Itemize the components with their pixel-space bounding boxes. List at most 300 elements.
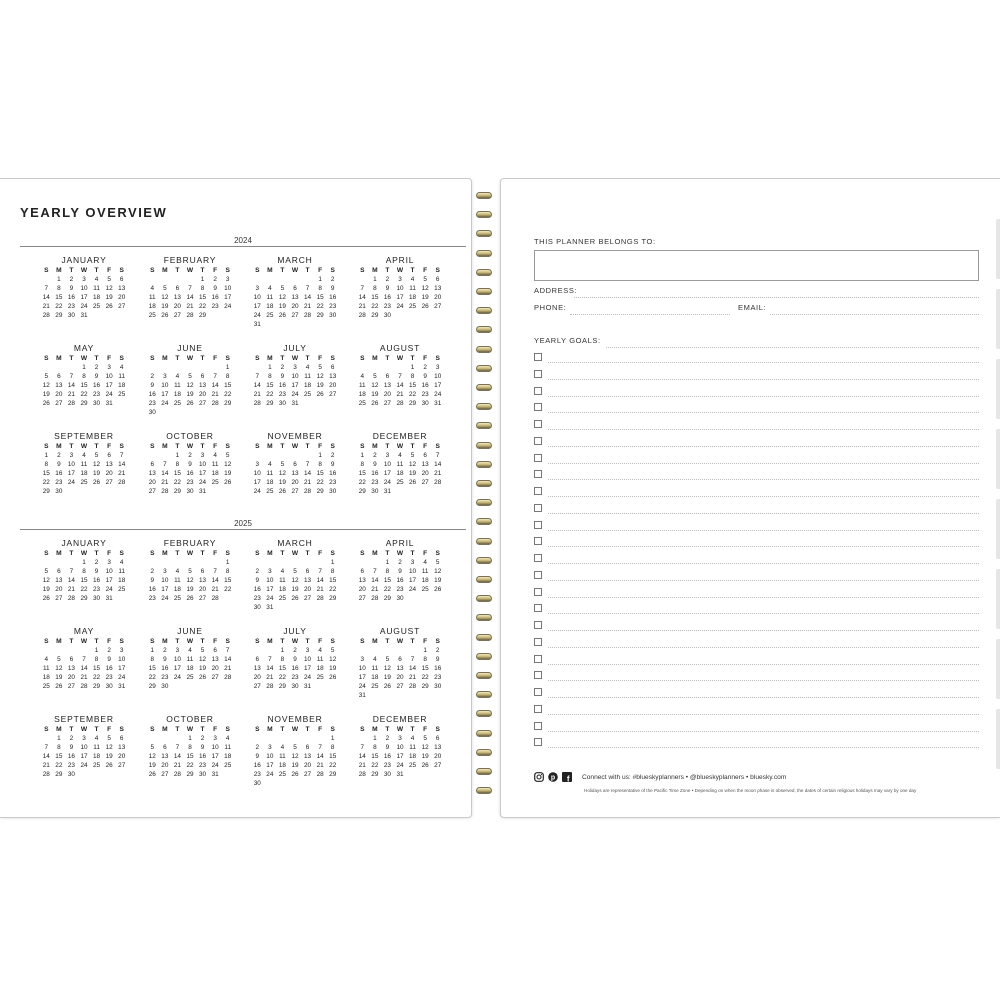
day-cell: 24 — [409, 586, 417, 593]
day-cell: 25 — [396, 479, 404, 486]
goal-line[interactable] — [548, 580, 979, 581]
day-header: T — [280, 443, 285, 450]
day-cell: 18 — [266, 303, 274, 310]
day-cell: 2 — [150, 568, 155, 575]
day-cell: 9 — [69, 744, 74, 751]
day-cell: 9 — [398, 568, 402, 575]
day-cell: 20 — [383, 391, 391, 398]
day-cell: 29 — [42, 488, 50, 495]
day-cell: 14 — [67, 382, 75, 389]
goal-checkbox[interactable] — [534, 420, 542, 428]
day-cell: 3 — [305, 647, 310, 654]
day-cell: 30 — [291, 683, 299, 690]
goal-checkbox[interactable] — [534, 671, 542, 679]
month-september — [40, 713, 128, 779]
goal-line[interactable] — [548, 731, 979, 732]
day-cell: 7 — [119, 452, 124, 459]
goal-line[interactable] — [548, 412, 979, 413]
month-grid — [146, 266, 234, 320]
day-header: S — [225, 638, 230, 645]
goal-checkbox[interactable] — [534, 487, 542, 495]
empty-cell — [251, 646, 264, 655]
day-cell: 17 — [161, 391, 169, 398]
address-line[interactable] — [574, 297, 979, 298]
day-cell: 8 — [82, 568, 86, 575]
day-cell: 19 — [224, 470, 232, 477]
goal-checkbox[interactable] — [534, 604, 542, 612]
day-cell: 23 — [383, 303, 391, 310]
day-cell: 23 — [67, 303, 75, 310]
goal-line[interactable] — [548, 597, 979, 598]
day-cell: 11 — [148, 294, 156, 301]
day-cell: 29 — [371, 771, 379, 778]
day-header: T — [200, 355, 205, 362]
day-cell: 9 — [200, 744, 205, 751]
day-cell: 11 — [174, 382, 181, 389]
day-cell: 6 — [398, 656, 402, 663]
day-cell: 31 — [105, 400, 113, 407]
day-cell: 2 — [163, 647, 167, 654]
day-header: M — [162, 638, 168, 645]
day-cell: 2 — [435, 647, 440, 654]
day-cell: 4 — [94, 276, 99, 283]
owner-name-field[interactable] — [534, 250, 979, 281]
day-cell: 2 — [385, 276, 390, 283]
day-cell: 28 — [173, 771, 181, 778]
day-cell: 22 — [55, 762, 63, 769]
day-header: S — [150, 443, 155, 450]
day-cell: 29 — [383, 595, 391, 602]
day-cell: 3 — [82, 735, 86, 742]
day-cell: 18 — [358, 391, 366, 398]
goal-checkbox[interactable] — [534, 588, 542, 596]
month-october — [146, 430, 234, 496]
day-cell: 25 — [371, 683, 379, 690]
day-cell: 9 — [330, 285, 335, 292]
day-cell: 18 — [266, 479, 274, 486]
day-cell: 1 — [385, 559, 390, 566]
day-header: F — [213, 550, 218, 557]
day-cell: 14 — [316, 753, 324, 760]
day-cell: 28 — [396, 400, 404, 407]
day-cell: 2 — [398, 559, 402, 566]
day-cell: 15 — [93, 665, 101, 672]
day-cell: 17 — [199, 470, 207, 477]
day-header: T — [200, 726, 205, 733]
day-cell: 6 — [200, 373, 205, 380]
day-header: S — [255, 267, 260, 274]
day-cell: 16 — [148, 391, 156, 398]
day-cell: 19 — [383, 674, 391, 681]
goal-line[interactable] — [548, 362, 979, 363]
day-cell: 14 — [211, 577, 219, 584]
day-cell: 27 — [329, 391, 337, 398]
day-cell: 16 — [383, 753, 391, 760]
day-cell: 25 — [409, 303, 417, 310]
day-cell: 4 — [175, 568, 180, 575]
empty-cell — [301, 734, 314, 743]
goal-line[interactable] — [548, 463, 979, 464]
day-cell: 10 — [291, 373, 299, 380]
day-cell: 28 — [80, 683, 88, 690]
coil-loop — [476, 442, 492, 449]
month-july — [251, 342, 339, 408]
day-header: T — [94, 355, 99, 362]
day-header: M — [372, 267, 378, 274]
day-header: S — [360, 550, 365, 557]
day-cell: 27 — [55, 400, 63, 407]
goal-row — [534, 367, 979, 383]
goal-checkbox[interactable] — [534, 705, 542, 713]
day-cell: 19 — [161, 303, 169, 310]
goal-checkbox[interactable] — [534, 722, 542, 730]
day-cell: 2 — [213, 276, 217, 283]
day-cell: 20 — [304, 762, 312, 769]
day-cell: 6 — [69, 656, 74, 663]
goal-line[interactable] — [548, 429, 979, 430]
goal-line[interactable] — [548, 664, 979, 665]
instagram-icon[interactable] — [534, 772, 544, 782]
goal-checkbox[interactable] — [534, 521, 542, 529]
day-cell: 28 — [316, 595, 324, 602]
day-cell: 13 — [199, 577, 207, 584]
day-cell: 15 — [329, 753, 337, 760]
day-cell: 12 — [278, 294, 286, 301]
day-cell: 14 — [409, 665, 417, 672]
goal-checkbox[interactable] — [534, 571, 542, 579]
day-cell: 22 — [316, 479, 324, 486]
day-cell: 24 — [224, 303, 232, 310]
goal-row — [534, 384, 979, 400]
day-cell: 28 — [224, 674, 232, 681]
day-cell: 21 — [186, 303, 194, 310]
page-title: YEARLY OVERVIEW — [20, 205, 168, 220]
coil-loop — [476, 499, 492, 506]
tab-edge — [996, 639, 1000, 699]
empty-cell — [53, 558, 66, 567]
day-cell: 1 — [225, 559, 230, 566]
day-cell: 2 — [280, 364, 285, 371]
day-cell: 15 — [329, 577, 337, 584]
year-label: 2025 — [230, 519, 256, 528]
day-cell: 7 — [398, 373, 402, 380]
email-line[interactable] — [770, 314, 979, 315]
empty-cell — [251, 451, 264, 460]
day-cell: 26 — [105, 303, 113, 310]
pinterest-icon[interactable] — [548, 772, 558, 782]
facebook-icon[interactable] — [562, 772, 572, 782]
day-cell: 3 — [225, 276, 230, 283]
day-header: T — [175, 267, 180, 274]
goal-line[interactable] — [548, 563, 979, 564]
goal-line[interactable] — [548, 697, 979, 698]
day-cell: 30 — [329, 312, 337, 319]
day-cell: 3 — [255, 461, 260, 468]
day-cell: 26 — [224, 479, 232, 486]
day-header: T — [69, 355, 74, 362]
day-cell: 4 — [318, 647, 322, 654]
day-cell: 4 — [410, 735, 415, 742]
day-cell: 14 — [316, 577, 324, 584]
day-header: T — [280, 355, 285, 362]
day-cell: 2 — [94, 559, 99, 566]
day-cell: 14 — [224, 656, 232, 663]
day-header: S — [330, 355, 335, 362]
goal-checkbox[interactable] — [534, 537, 542, 545]
day-header: T — [410, 726, 415, 733]
empty-cell — [146, 275, 159, 284]
day-cell: 13 — [105, 461, 113, 468]
day-cell: 14 — [396, 382, 404, 389]
day-cell: 30 — [396, 595, 404, 602]
day-cell: 10 — [173, 656, 181, 663]
day-cell: 2 — [385, 735, 390, 742]
day-header: T — [94, 267, 99, 274]
day-header: F — [423, 726, 428, 733]
day-cell: 20 — [211, 665, 219, 672]
goal-checkbox[interactable] — [534, 621, 542, 629]
day-cell: 21 — [266, 674, 274, 681]
goal-checkbox[interactable] — [534, 403, 542, 411]
day-header: M — [162, 267, 168, 274]
goal-line[interactable] — [548, 496, 979, 497]
month-name: APRIL — [385, 255, 415, 265]
day-cell: 8 — [150, 656, 155, 663]
day-cell: 15 — [371, 753, 379, 760]
day-cell: 18 — [371, 674, 379, 681]
day-cell: 19 — [421, 753, 429, 760]
day-header: T — [385, 355, 390, 362]
day-cell: 8 — [57, 744, 61, 751]
day-header: S — [44, 443, 49, 450]
day-cell: 29 — [80, 595, 88, 602]
empty-cell — [184, 558, 197, 567]
month-march — [251, 254, 339, 329]
phone-line[interactable] — [570, 314, 730, 315]
day-cell: 27 — [199, 595, 207, 602]
day-cell: 17 — [105, 382, 113, 389]
goal-line[interactable] — [548, 513, 979, 514]
day-header: W — [80, 443, 88, 450]
day-cell: 12 — [371, 382, 379, 389]
goal-checkbox[interactable] — [534, 638, 542, 646]
day-cell: 7 — [44, 744, 49, 751]
goal-line[interactable] — [548, 530, 979, 531]
day-cell: 6 — [150, 461, 155, 468]
day-header: W — [186, 443, 194, 450]
day-header: S — [119, 638, 124, 645]
goal-checkbox[interactable] — [534, 437, 542, 445]
day-cell: 3 — [82, 276, 86, 283]
goal-line[interactable] — [548, 479, 979, 480]
day-cell: 26 — [105, 762, 113, 769]
month-grid — [356, 266, 444, 320]
day-header: F — [318, 638, 323, 645]
day-cell: 4 — [44, 656, 49, 663]
goal-checkbox[interactable] — [534, 688, 542, 696]
empty-cell — [209, 363, 222, 372]
goal-checkbox[interactable] — [534, 738, 542, 746]
day-cell: 8 — [268, 373, 272, 380]
day-cell: 26 — [148, 771, 156, 778]
day-cell: 8 — [82, 373, 86, 380]
goal-checkbox[interactable] — [534, 470, 542, 478]
day-cell: 1 — [225, 364, 230, 371]
goal-line[interactable] — [548, 446, 979, 447]
day-cell: 18 — [118, 382, 126, 389]
day-cell: 20 — [55, 586, 63, 593]
day-cell: 23 — [371, 479, 379, 486]
day-cell: 2 — [293, 647, 297, 654]
goal-line[interactable] — [548, 714, 979, 715]
day-cell: 29 — [409, 400, 417, 407]
day-cell: 10 — [105, 568, 113, 575]
day-cell: 27 — [434, 303, 442, 310]
goal-checkbox[interactable] — [534, 387, 542, 395]
day-cell: 21 — [358, 762, 366, 769]
day-cell: 9 — [385, 744, 390, 751]
day-cell: 5 — [280, 285, 285, 292]
day-cell: 12 — [105, 744, 113, 751]
month-august — [356, 342, 444, 408]
month-grid — [251, 354, 339, 408]
day-header: M — [56, 638, 62, 645]
goal-checkbox[interactable] — [534, 504, 542, 512]
day-header: F — [107, 267, 112, 274]
day-cell: 27 — [434, 762, 442, 769]
day-cell: 6 — [57, 568, 61, 575]
day-cell: 20 — [291, 479, 299, 486]
day-cell: 7 — [360, 744, 365, 751]
day-cell: 20 — [421, 470, 429, 477]
day-header: S — [225, 550, 230, 557]
day-header: S — [150, 638, 155, 645]
goal-line[interactable] — [548, 379, 979, 380]
day-cell: 26 — [329, 674, 337, 681]
empty-cell — [356, 646, 369, 655]
day-cell: 11 — [396, 461, 404, 468]
goal-row — [534, 635, 979, 651]
empty-cell — [159, 275, 172, 284]
goal-checkbox[interactable] — [534, 353, 542, 361]
goal-line[interactable] — [548, 546, 979, 547]
day-header: S — [360, 443, 365, 450]
day-cell: 3 — [293, 364, 297, 371]
day-header: T — [305, 355, 310, 362]
goal-line[interactable] — [548, 647, 979, 648]
day-cell: 11 — [186, 656, 194, 663]
day-cell: 7 — [318, 568, 322, 575]
day-cell: 15 — [266, 382, 274, 389]
day-cell: 19 — [316, 382, 324, 389]
day-cell: 9 — [57, 461, 61, 468]
goal-line[interactable] — [548, 630, 979, 631]
day-cell: 11 — [93, 285, 100, 292]
goal-row — [534, 702, 979, 718]
goal-line[interactable] — [548, 613, 979, 614]
day-cell: 4 — [280, 568, 285, 575]
day-cell: 12 — [199, 656, 207, 663]
day-header: M — [267, 726, 273, 733]
day-cell: 18 — [224, 753, 232, 760]
empty-cell — [406, 646, 419, 655]
day-cell: 10 — [80, 285, 88, 292]
day-cell: 26 — [278, 312, 286, 319]
day-cell: 5 — [225, 452, 230, 459]
empty-cell — [40, 363, 53, 372]
day-cell: 14 — [80, 665, 88, 672]
month-name: JULY — [283, 343, 307, 353]
day-cell: 22 — [42, 479, 50, 486]
day-cell: 13 — [358, 577, 366, 584]
day-cell: 21 — [304, 479, 312, 486]
day-cell: 27 — [358, 595, 366, 602]
day-cell: 1 — [330, 559, 335, 566]
day-cell: 29 — [55, 312, 63, 319]
month-name: MARCH — [277, 255, 313, 265]
day-cell: 30 — [278, 400, 286, 407]
day-cell: 13 — [434, 744, 442, 751]
goal-line[interactable] — [548, 396, 979, 397]
goal-row — [534, 551, 979, 567]
goal-checkbox[interactable] — [534, 370, 542, 378]
day-cell: 29 — [199, 312, 207, 319]
day-cell: 19 — [291, 762, 299, 769]
day-cell: 5 — [57, 656, 61, 663]
month-april — [356, 254, 444, 320]
coil-loop — [476, 230, 492, 237]
day-header: S — [225, 267, 230, 274]
day-header: S — [330, 443, 335, 450]
day-cell: 25 — [421, 586, 429, 593]
day-cell: 9 — [255, 753, 260, 760]
day-cell: 17 — [118, 665, 126, 672]
day-cell: 22 — [421, 674, 429, 681]
day-cell: 28 — [118, 479, 126, 486]
day-cell: 18 — [409, 294, 417, 301]
day-cell: 8 — [373, 744, 377, 751]
goal-checkbox[interactable] — [534, 554, 542, 562]
day-cell: 27 — [396, 683, 404, 690]
empty-cell — [394, 363, 407, 372]
goal-checkbox[interactable] — [534, 454, 542, 462]
day-header: F — [107, 550, 112, 557]
yearly-goals-label: YEARLY GOALS: — [534, 336, 601, 345]
day-cell: 21 — [396, 391, 404, 398]
day-cell: 11 — [304, 373, 311, 380]
goal-line[interactable] — [548, 680, 979, 681]
goal-checkbox[interactable] — [534, 655, 542, 663]
empty-cell — [251, 275, 264, 284]
day-cell: 15 — [224, 382, 232, 389]
day-cell: 21 — [118, 470, 126, 477]
day-cell: 1 — [280, 647, 285, 654]
day-cell: 9 — [188, 461, 192, 468]
goal-row — [534, 484, 979, 500]
day-cell: 16 — [67, 294, 75, 301]
day-cell: 3 — [410, 559, 415, 566]
day-header: T — [94, 726, 99, 733]
goal-row — [534, 735, 979, 751]
day-cell: 5 — [200, 647, 205, 654]
day-cell: 21 — [316, 762, 324, 769]
day-cell: 25 — [409, 762, 417, 769]
day-cell: 25 — [304, 391, 312, 398]
day-cell: 10 — [67, 461, 75, 468]
day-cell: 17 — [291, 382, 299, 389]
day-cell: 9 — [293, 656, 297, 663]
goal-line[interactable] — [548, 747, 979, 748]
